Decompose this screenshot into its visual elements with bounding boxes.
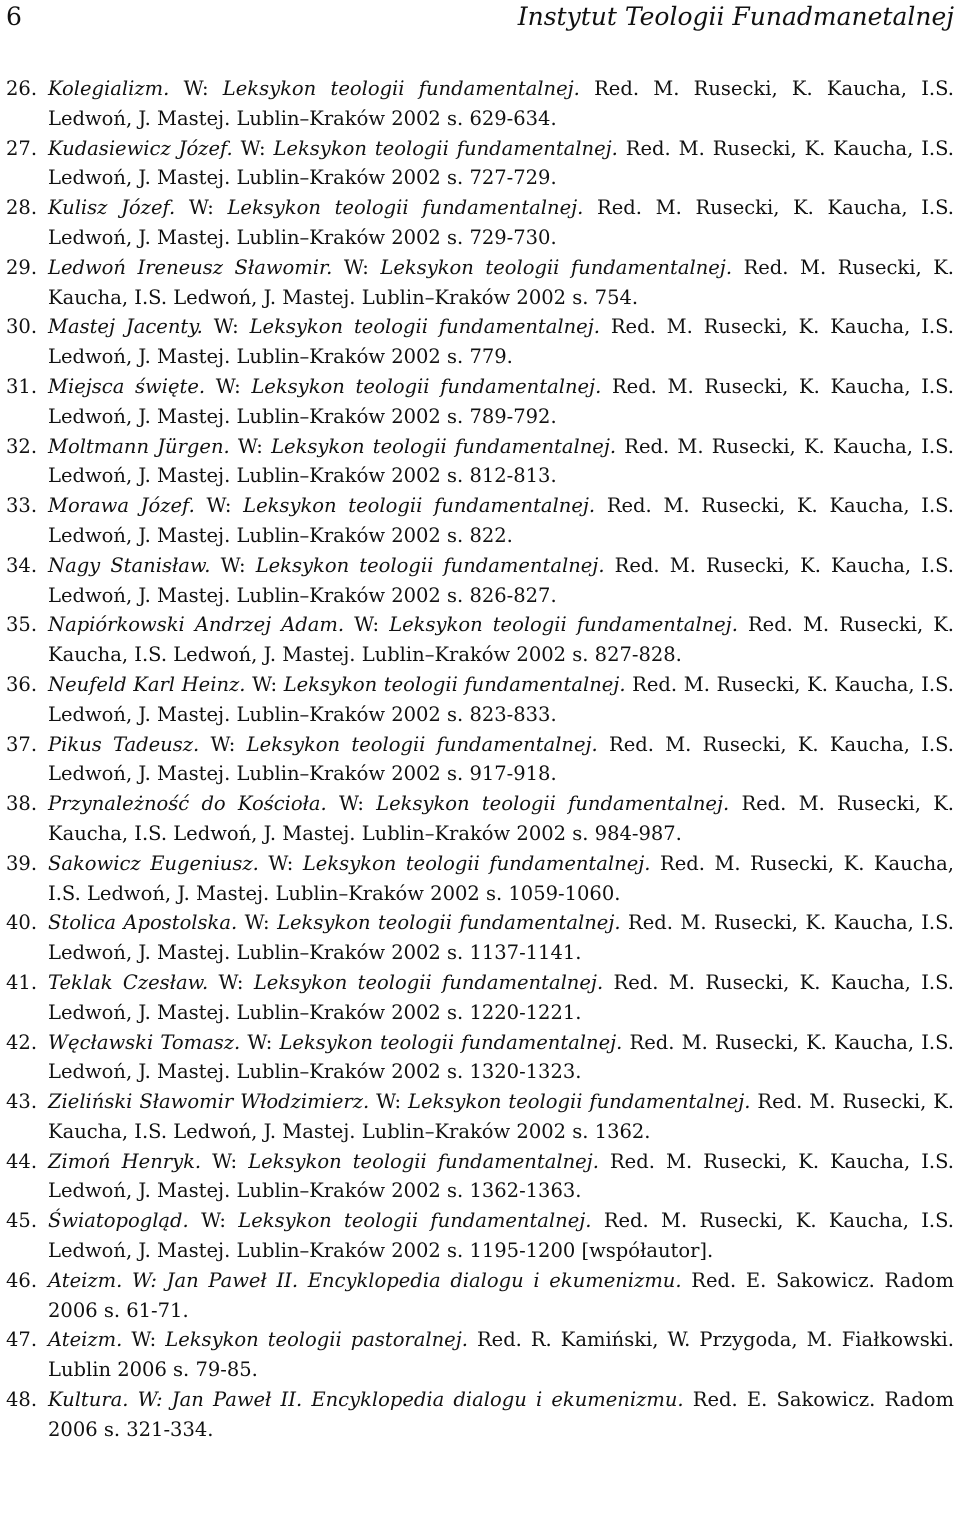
bibliography-entry — [6, 1087, 954, 1147]
entry-source: Leksykon teologii fundamentalnej. — [302, 851, 651, 875]
entry-in-label: W: — [237, 911, 278, 935]
entry-details: Red. M. Rusecki, K. Kaucha, I.S. Ledwoń, J. Mastej. Lublin–Kraków 2002 s. 1059-1060. — [48, 851, 954, 905]
entry-details: Red. M. Rusecki, K. Kaucha, I.S. Ledwoń, J. Mastej. Lublin–Kraków 2002 s. 1220-1221. — [48, 970, 954, 1024]
entry-title: Zimoń Henryk. — [48, 1149, 202, 1173]
entry-in-label: W: — [344, 613, 390, 637]
entry-title: Ledwoń Ireneusz Sławomir. — [48, 255, 333, 279]
bibliography-entry — [6, 491, 954, 551]
entry-source: Leksykon teologii fundamentalnej. — [376, 792, 730, 816]
entry-number: 44. — [6, 1149, 38, 1173]
entry-title: Morawa Józef. — [48, 494, 195, 518]
entry-in-label: W: — [369, 1090, 409, 1114]
entry-source: Leksykon teologii fundamentalnej. — [253, 970, 604, 994]
bibliography-entry — [6, 74, 954, 134]
entry-in-label: W: — [122, 1328, 166, 1352]
entry-details: Red. M. Rusecki, K. Kaucha, I.S. Ledwoń, J. Mastej. Lublin–Kraków 2002 s. 789-792. — [48, 374, 954, 428]
entry-source: Leksykon teologii fundamentalnej. — [271, 434, 617, 458]
entry-in-label: W: — [326, 792, 377, 816]
entry-title: Napiórkowski Andrzej Adam. — [48, 613, 345, 637]
entry-in-label: W: — [202, 315, 250, 339]
entry-title: Kudasiewicz Józef. — [48, 136, 233, 160]
entry-in-label: W: — [199, 732, 247, 756]
entry-title: Nagy Stanisław. — [48, 553, 211, 577]
entry-title: Kolegializm. — [48, 77, 170, 100]
entry-in-label: W: — [208, 970, 254, 994]
bibliography-entry — [6, 1385, 954, 1445]
entry-number: 32. — [6, 434, 38, 458]
bibliography-entry — [6, 730, 954, 790]
entry-source: Leksykon teologii fundamentalnej. — [249, 315, 600, 339]
entry-number: 37. — [6, 732, 38, 756]
bibliography-entry — [6, 1325, 954, 1385]
entry-source: Leksykon teologii fundamentalnej. — [277, 911, 621, 935]
entry-number: 43. — [6, 1090, 38, 1114]
entry-in-label: W: — [169, 77, 223, 100]
entry-details: Red. M. Rusecki, K. Kaucha, I.S. Ledwoń, J. Mastej. Lublin–Kraków 2002 s. 779. — [48, 315, 954, 369]
entry-details: Red. M. Rusecki, K. Kaucha, I.S. Ledwoń, J. Mastej. Lublin–Kraków 2002 s. 984-987. — [48, 792, 954, 845]
entry-number: 30. — [6, 315, 38, 339]
bibliography-entry — [6, 193, 954, 253]
bibliography-entry — [6, 372, 954, 432]
page-header — [0, 0, 960, 40]
entry-in-label: W: — [258, 851, 303, 875]
entry-title: Kulisz Józef. — [48, 196, 176, 220]
entry-title: Pikus Tadeusz. — [48, 732, 200, 756]
entry-title: Teklak Czesław. — [48, 970, 209, 994]
bibliography-entry — [6, 670, 954, 730]
entry-in-label: W: — [232, 136, 274, 160]
entry-details: Red. M. Rusecki, K. Kaucha, I.S. Ledwoń, J. Mastej. Lublin–Kraków 2002 s. 729-730. — [48, 196, 954, 249]
bibliography-entry — [6, 432, 954, 492]
entry-number: 47. — [6, 1328, 38, 1352]
bibliography-entry — [6, 253, 954, 313]
entry-in-label — [128, 1388, 137, 1411]
entry-number: 38. — [6, 792, 38, 816]
entry-number: 33. — [6, 494, 38, 518]
entry-details: Red. M. Rusecki, K. Kaucha, I.S. Ledwoń, J. Mastej. Lublin–Kraków 2002 s. 823-833. — [48, 672, 954, 726]
entry-title: Stolica Apostolska. — [48, 911, 238, 935]
entry-source: W: Jan Paweł II. Encyklopedia dialogu i ekumenizmu. — [137, 1388, 684, 1412]
entry-in-label: W: — [240, 1030, 280, 1054]
bibliography-entry — [6, 312, 954, 372]
page-number: 6 — [6, 2, 22, 31]
entry-number: 40. — [6, 911, 38, 935]
entry-in-label: W: — [332, 255, 381, 279]
bibliography-entry — [6, 1147, 954, 1207]
running-title: Instytut Teologii Funadmanetalnej — [517, 2, 954, 31]
entry-title: Przynależność do Kościoła. — [48, 792, 327, 816]
entry-source: W: Jan Paweł II. Encyklopedia dialogu i ekumenizmu. — [132, 1268, 682, 1292]
entry-number: 35. — [6, 613, 38, 637]
entry-source: Leksykon teologii fundamentalnej. — [251, 374, 602, 398]
entry-source: Leksykon teologii fundamentalnej. — [246, 732, 598, 756]
entry-details: Red. E. Sakowicz. Radom 2006 s. 61-71. — [48, 1268, 954, 1322]
entry-number: 42. — [6, 1030, 38, 1054]
entry-title: Ateizm. — [48, 1328, 123, 1352]
entry-details: Red. M. Rusecki, K. Kaucha, I.S. Ledwoń, J. Mastej. Lublin–Kraków 2002 s. 917-918. — [48, 732, 954, 786]
entry-source: Leksykon teologii fundamentalnej. — [248, 1149, 599, 1173]
entry-source: Leksykon teologii pastoralnej. — [165, 1328, 468, 1352]
entry-source: Leksykon teologii fundamentalnej. — [255, 553, 605, 577]
entry-number: 28. — [6, 196, 38, 220]
entry-title: Moltmann Jürgen. — [48, 434, 230, 458]
entry-source: Leksykon teologii fundamentalnej. — [273, 136, 618, 160]
entry-source: Leksykon teologii fundamentalnej. — [243, 494, 596, 518]
entry-number: 48. — [6, 1388, 38, 1412]
entry-in-label: W: — [188, 1209, 239, 1233]
entry-number: 36. — [6, 672, 38, 696]
entry-number: 39. — [6, 851, 38, 875]
bibliography-entry — [6, 551, 954, 611]
bibliography-entry — [6, 610, 954, 670]
entry-title: Neufeld Karl Heinz. — [48, 672, 246, 696]
bibliography-entry — [6, 789, 954, 849]
entry-in-label — [122, 1269, 132, 1292]
entry-source: Leksykon teologii fundamentalnej. — [238, 1209, 592, 1233]
entry-details: Red. M. Rusecki, K. Kaucha, I.S. Ledwoń, J. Mastej. Lublin–Kraków 2002 s. 822. — [48, 494, 954, 547]
entry-title: Węcławski Tomasz. — [48, 1030, 241, 1054]
entry-details: Red. M. Rusecki, K. Kaucha, I.S. Ledwoń, J. Mastej. Lublin–Kraków 2002 s. 1320-1323. — [48, 1030, 954, 1084]
bibliography-entry — [6, 849, 954, 909]
bibliography-entry — [6, 968, 954, 1028]
entry-source: Leksykon teologii fundamentalnej. — [222, 77, 580, 100]
entry-number: 41. — [6, 970, 38, 994]
entry-details: Red. M. Rusecki, K. Kaucha, I.S. Ledwoń, J. Mastej. Lublin–Kraków 2002 s. 1137-1141. — [48, 911, 954, 965]
entry-title: Zieliński Sławomir Włodzimierz. — [48, 1090, 370, 1114]
entry-title: Kultura. — [48, 1388, 129, 1412]
entry-source: Leksykon teologii fundamentalnej. — [283, 672, 626, 696]
entry-source: Leksykon teologii fundamentalnej. — [227, 196, 584, 220]
entry-details: Red. M. Rusecki, K. Kaucha, I.S. Ledwoń, J. Mastej. Lublin–Kraków 2002 s. 629-634. — [48, 77, 954, 130]
entry-source: Leksykon teologii fundamentalnej. — [279, 1030, 623, 1054]
entry-details: Red. R. Kamiński, W. Przygoda, M. Fiałkowski. Lublin 2006 s. 79-85. — [48, 1328, 954, 1382]
bibliography-list — [6, 74, 954, 1445]
entry-in-label: W: — [229, 434, 272, 458]
entry-details: Red. M. Rusecki, K. Kaucha, I.S. Ledwoń, J. Mastej. Lublin–Kraków 2002 s. 1362. — [48, 1090, 954, 1143]
entry-details: Red. M. Rusecki, K. Kaucha, I.S. Ledwoń, J. Mastej. Lublin–Kraków 2002 s. 812-813. — [48, 434, 954, 488]
entry-number: 27. — [6, 136, 38, 160]
entry-details: Red. M. Rusecki, K. Kaucha, I.S. Ledwoń, J. Mastej. Lublin–Kraków 2002 s. 826-827. — [48, 553, 954, 607]
entry-number: 45. — [6, 1209, 38, 1233]
bibliography-entry — [6, 1028, 954, 1088]
entry-details: Red. M. Rusecki, K. Kaucha, I.S. Ledwoń, J. Mastej. Lublin–Kraków 2002 s. 754. — [48, 255, 954, 309]
entry-source: Leksykon teologii fundamentalnej. — [408, 1090, 751, 1114]
entry-details: Red. M. Rusecki, K. Kaucha, I.S. Ledwoń, J. Mastej. Lublin–Kraków 2002 s. 827-828. — [48, 613, 954, 667]
entry-title: Miejsca święte. — [48, 374, 206, 398]
entry-in-label: W: — [210, 553, 256, 577]
entry-title: Mastej Jacenty. — [48, 315, 203, 339]
entry-in-label: W: — [201, 1149, 249, 1173]
entry-in-label: W: — [205, 374, 252, 398]
bibliography-entry — [6, 908, 954, 968]
entry-in-label: W: — [245, 672, 284, 696]
entry-number: 26. — [6, 77, 38, 100]
entry-in-label: W: — [175, 196, 228, 220]
entry-source: Leksykon teologii fundamentalnej. — [389, 613, 738, 637]
entry-details: Red. E. Sakowicz. Radom 2006 s. 321-334. — [48, 1388, 954, 1441]
entry-title: Sakowicz Eugeniusz. — [48, 851, 259, 875]
entry-number: 46. — [6, 1268, 38, 1292]
entry-in-label: W: — [194, 494, 244, 518]
bibliography-entry — [6, 134, 954, 194]
bibliography-entry — [6, 1206, 954, 1266]
entry-details: Red. M. Rusecki, K. Kaucha, I.S. Ledwoń, J. Mastej. Lublin–Kraków 2002 s. 727-729. — [48, 136, 954, 190]
entry-details: Red. M. Rusecki, K. Kaucha, I.S. Ledwoń, J. Mastej. Lublin–Kraków 2002 s. 1195-1200 [współautor]. — [48, 1209, 954, 1263]
entry-details: Red. M. Rusecki, K. Kaucha, I.S. Ledwoń, J. Mastej. Lublin–Kraków 2002 s. 1362-1363. — [48, 1149, 954, 1203]
entry-number: 34. — [6, 553, 38, 577]
bibliography-entry — [6, 1266, 954, 1326]
entry-number: 29. — [6, 255, 38, 279]
entry-title: Ateizm. — [48, 1268, 123, 1292]
entry-number: 31. — [6, 374, 38, 398]
entry-source: Leksykon teologii fundamentalnej. — [380, 255, 733, 279]
entry-title: Światopogląd. — [48, 1209, 189, 1233]
